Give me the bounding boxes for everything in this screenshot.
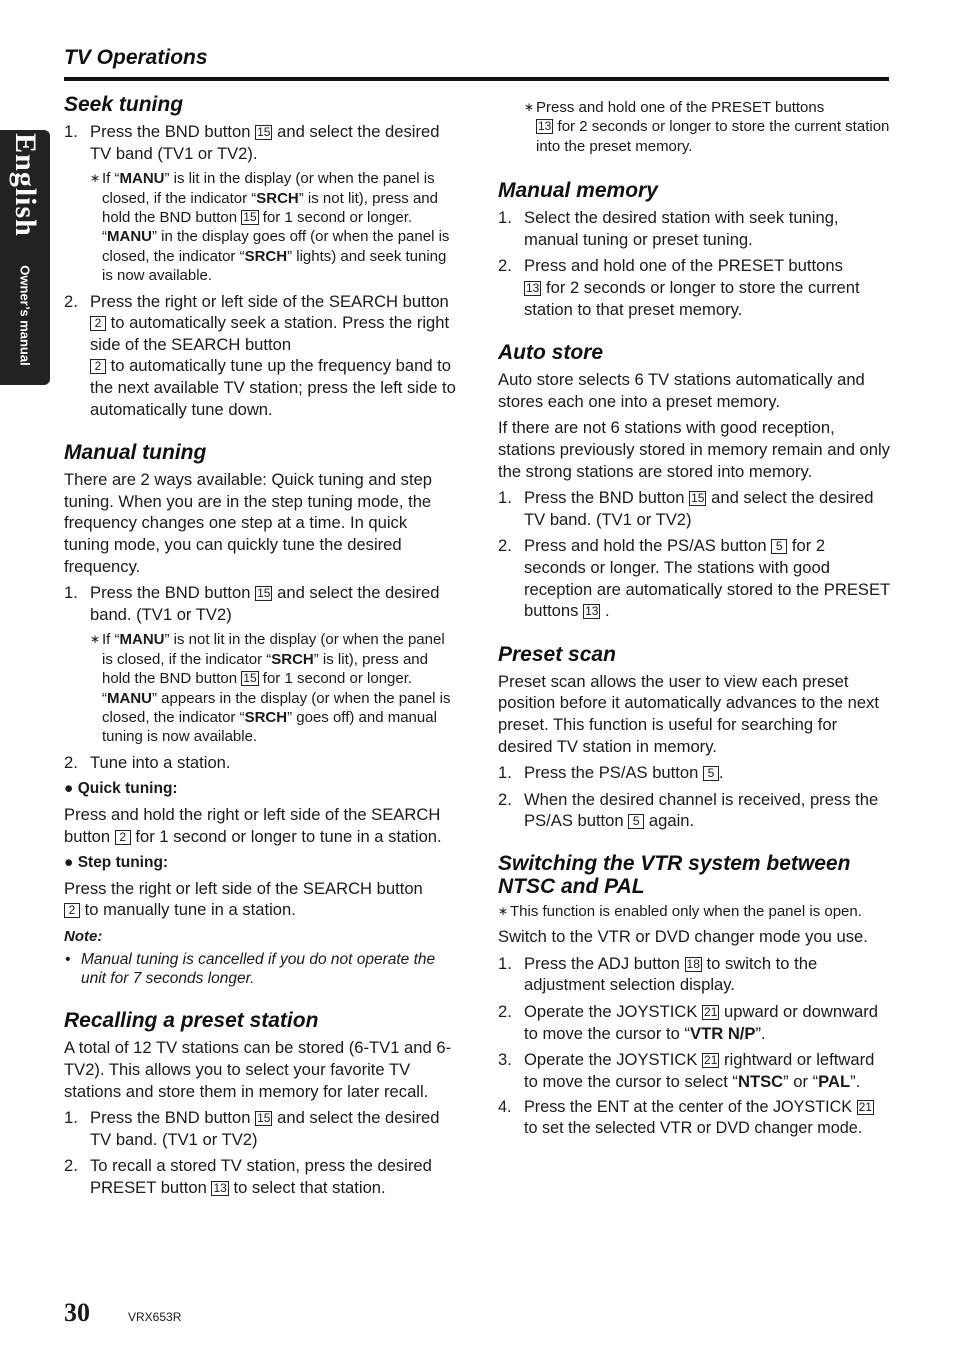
list-item: 1. Press the BND button 15 and select the desired TV band. (TV1 or TV2) <box>64 1108 440 1149</box>
section-title: Auto store <box>498 341 603 365</box>
paragraph: Press and hold the right or left side of the SEARCH button 2 for 1 second or longer to tune in a station. <box>64 804 442 846</box>
list-item: 1. Press the ADJ button 18 to switch to the adjustment selection display. <box>498 953 818 995</box>
language-side-tab <box>0 130 50 385</box>
list-item: 2. Operate the JOYSTICK 21 upward or downward to move the cursor to “VTR N/P”. <box>498 1002 879 1043</box>
list-item: 4. Press the ENT at the center of the JOYSTICK 21 to set the selected VTR or DVD changer mode. <box>498 1098 872 1138</box>
list-item: 1. Press the PS/AS button 5 . <box>498 763 724 783</box>
list-item: 2. To recall a stored TV station, press the desired PRESET button 13 to select that station. <box>64 1156 432 1197</box>
section-title: Manual memory <box>498 179 658 203</box>
section-title: Preset scan <box>498 642 616 666</box>
asterisk-note: ∗ If “MANU” is lit in the display (or when the panel is closed, if the indicator “SRCH” is not lit), press and hold the BND button 15 for 1 second or longer. “MANU” in the display goes off (or when the panel is closed, the indicator “SRCH” lights) and seek tuning is now available. <box>90 170 450 285</box>
page-header <box>64 46 889 81</box>
list-item: 1. Press the BND button 15 and select the desired band. (TV1 or TV2) <box>64 583 440 624</box>
bnd-button-ref: 15 <box>257 125 271 139</box>
list-item: 1. Select the desired station with seek tuning, manual tuning or preset tuning. <box>498 208 839 249</box>
asterisk-icon: ∗ <box>498 903 509 918</box>
owners-manual-label: Owner’s manual <box>17 264 33 366</box>
asterisk-note: ∗ This function is enabled only when the panel is open. <box>498 902 862 920</box>
asterisk-icon: ∗ <box>90 632 101 647</box>
section-preset-scan <box>498 642 890 832</box>
section-recalling-preset <box>64 1008 456 1198</box>
paragraph: Press the right or left side of the SEARCH button 2 to manually tune in a station. <box>64 878 423 920</box>
quick-tuning-heading: ● Quick tuning: <box>64 780 178 798</box>
list-item: 2. Press and hold one of the PRESET buttons 13 for 2 seconds or longer to store the current station to that preset memory. <box>498 256 860 319</box>
list-item: 1. Press the BND button 15 and select the desired TV band (TV1 or TV2). <box>64 122 440 163</box>
page-number: 30 <box>64 1298 90 1327</box>
note-heading: Note: <box>64 927 103 945</box>
asterisk-note: ∗ If “MANU” is not lit in the display (or when the panel is closed, if the indicator “SRCH” is lit), press and hold the BND button 15 for 1 second or longer. “MANU” appears in the display (or when the panel is closed, the indicator “SRCH” goes off) and manual tuning is now available. <box>90 631 451 746</box>
paragraph: A total of 12 TV stations can be stored (6-TV1 and 6-TV2). This allows you to select your favorite TV stations and store them in memory for later recall. <box>64 1038 452 1101</box>
right-column <box>498 96 890 1159</box>
section-title: Manual tuning <box>64 441 207 465</box>
bullet-icon: ● <box>64 780 74 798</box>
header-rule <box>64 77 889 81</box>
bullet-icon: ● <box>64 854 74 872</box>
list-item: 2. Press and hold the PS/AS button 5 for 2 seconds or longer. The stations with good reception are automatically stored to the PRESET buttons 13 . <box>498 536 890 621</box>
section-seek-tuning <box>64 92 456 420</box>
section-title: Switching the VTR system between NTSC and PAL <box>498 851 851 898</box>
language-label: English <box>9 133 43 237</box>
paragraph: Preset scan allows the user to view each preset position before it automatically advances to the next preset. This function is useful for searching for desired TV station in memory. <box>498 671 879 756</box>
page-title: TV Operations <box>64 46 208 69</box>
step-tuning-heading: ● Step tuning: <box>64 854 169 872</box>
list-item: 2. Tune into a station. <box>64 752 231 772</box>
left-column <box>64 92 456 1219</box>
note-text: • Manual tuning is cancelled if you do not operate the unit for 7 seconds longer. <box>65 950 436 987</box>
section-auto-store <box>498 340 890 622</box>
asterisk-icon: ∗ <box>90 171 101 186</box>
search-button-ref: 2 <box>90 316 106 331</box>
list-item: 1. Press the BND button 15 and select the desired TV band. (TV1 or TV2) <box>498 488 874 529</box>
page-footer <box>64 1298 182 1328</box>
paragraph: Switch to the VTR or DVD changer mode you use. <box>498 927 868 947</box>
section-title: Recalling a preset station <box>64 1009 319 1033</box>
asterisk-note: ∗ Press and hold one of the PRESET buttons 13 for 2 seconds or longer to store the current station into the preset memory. <box>524 99 890 155</box>
asterisk-icon: ∗ <box>524 100 535 114</box>
section-vtr-system <box>498 852 890 1140</box>
section-title: Seek tuning <box>64 93 184 116</box>
section-manual-tuning <box>64 440 456 988</box>
paragraph: There are 2 ways available: Quick tuning and step tuning. When you are in the step tuning mode, the frequency changes one step at a time. In quick tuning mode, you can quickly tune the desired frequency. <box>64 470 433 576</box>
paragraph: If there are not 6 stations with good reception, stations previously stored in memory remain and only the strong stations are stored into memory. <box>498 418 890 481</box>
paragraph: Auto store selects 6 TV stations automatically and stores each one into a preset memory. <box>498 370 865 411</box>
section-manual-memory <box>498 178 890 320</box>
list-item: 3. Operate the JOYSTICK 21 rightward or leftward to move the cursor to select “NTSC” or “PAL”. <box>498 1050 875 1091</box>
list-item: 2. When the desired channel is received, press the PS/AS button 5 again. <box>498 789 879 831</box>
list-item: 2. Press the right or left side of the SEARCH button 2 to automatically seek a station. Press the right side of the SEARCH button 2 to automatically tune up the frequency band to the next available TV station; press the left side to automatically tune down. <box>64 291 456 419</box>
model-number: VRX653R <box>128 1310 182 1324</box>
